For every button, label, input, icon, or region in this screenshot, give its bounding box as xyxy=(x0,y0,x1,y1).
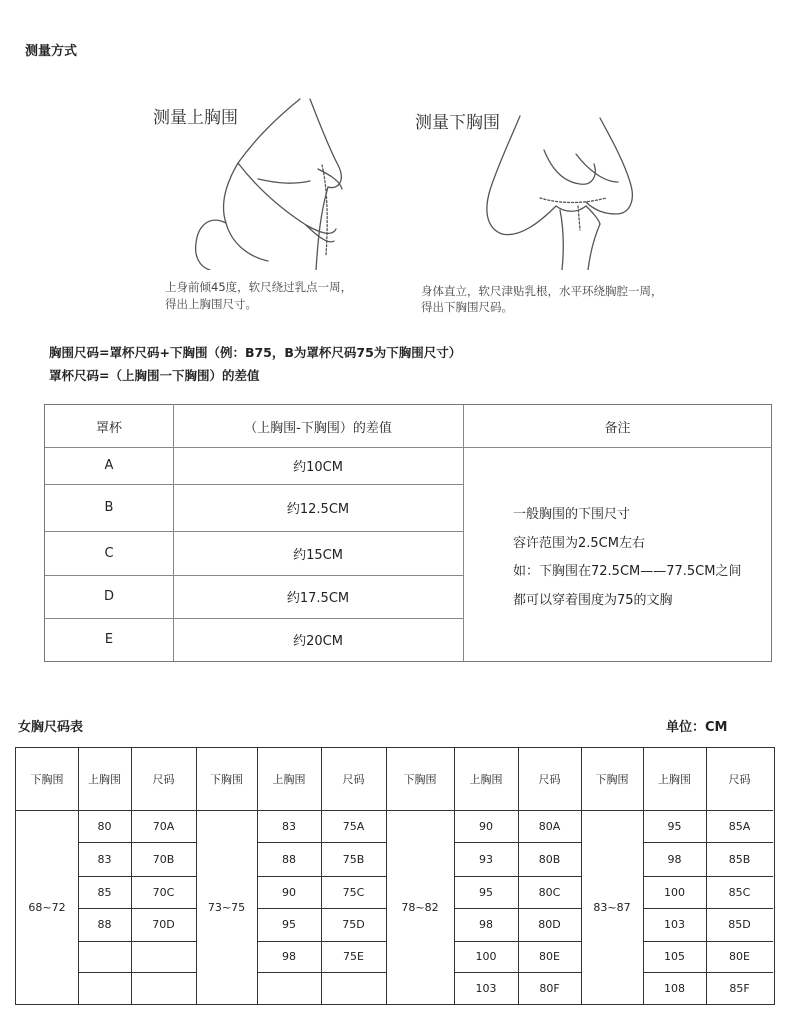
size-upperbust-value: 103 xyxy=(664,918,685,931)
size-code-value: 75A xyxy=(342,819,365,833)
size-upperbust-value: 83 xyxy=(282,819,296,833)
size-code-value: 75D xyxy=(342,918,365,931)
size-table xyxy=(15,747,775,1005)
size-code-value: 85A xyxy=(728,819,751,833)
size-table-row-divider xyxy=(78,972,196,973)
size-header-cell: 尺码 xyxy=(342,773,365,786)
size-table-row-divider xyxy=(257,972,386,973)
cup-row-a-diff: 约10CM xyxy=(293,460,343,475)
size-upperbust-value: 83 xyxy=(97,852,112,866)
size-header-cell: 尺码 xyxy=(538,773,561,786)
size-code-value: 80F xyxy=(539,981,560,995)
cup-row-c-diff: 约15CM xyxy=(293,547,343,563)
cup-note-line: 如：下胸围在72.5CM——77.5CM之间 xyxy=(513,564,742,579)
size-code-value: 80A xyxy=(538,819,561,833)
size-upperbust-value: 98 xyxy=(479,918,493,931)
size-code-value: 75E xyxy=(343,950,364,963)
size-code-value: 70A xyxy=(152,819,175,833)
size-upperbust-value: 103 xyxy=(475,981,497,995)
size-table-unit: 单位：CM xyxy=(666,720,728,735)
cup-note-line: 容许范围为2.5CM左右 xyxy=(513,535,645,551)
size-upperbust-value: 108 xyxy=(664,981,685,995)
cup-row-d-diff: 约17.5CM xyxy=(286,591,350,606)
size-code-value: 70C xyxy=(152,885,175,899)
cup-note-line: 一般胸围的下围尺寸 xyxy=(513,507,631,522)
size-header-cell: 下胸围 xyxy=(403,773,437,786)
under-bust-illustration xyxy=(480,110,640,270)
size-header-cell: 上胸围 xyxy=(658,773,691,786)
size-header-cell: 上胸围 xyxy=(469,773,503,786)
size-code-value: 85C xyxy=(728,885,751,899)
size-upperbust-value: 95 xyxy=(479,885,493,899)
cup-row-b-diff: 约12.5CM xyxy=(286,502,350,517)
size-table-row-divider xyxy=(78,941,196,942)
size-upperbust-value: 93 xyxy=(479,852,493,866)
size-header-cell: 上胸围 xyxy=(88,773,121,786)
under-bust-figure-title: 测量下胸围 xyxy=(415,113,500,133)
size-code-value: 70B xyxy=(152,852,175,866)
size-group-underbust: 68~72 xyxy=(28,900,66,914)
size-header-cell: 尺码 xyxy=(152,773,175,786)
cup-table xyxy=(44,404,772,662)
formula-line-2: 罩杯尺码=（上胸围一下胸围）的差值 xyxy=(49,368,260,383)
under-bust-caption-line2: 得出下胸围尺码。 xyxy=(421,300,513,314)
size-code-value: 85F xyxy=(729,981,750,995)
size-upperbust-value: 100 xyxy=(475,950,497,963)
under-bust-caption-line1: 身体直立，软尺津贴乳根，水平环绕胸腔一周， xyxy=(421,284,663,298)
cup-row-b-cup: B xyxy=(104,500,114,515)
size-group-underbust: 78~82 xyxy=(401,900,439,914)
size-upperbust-value: 95 xyxy=(667,819,682,833)
upper-bust-figure-title: 测量上胸围 xyxy=(153,108,238,128)
size-code-value: 80B xyxy=(538,852,561,866)
cup-note-line: 都可以穿着围度为75的文胸 xyxy=(513,592,673,608)
size-code-value: 85D xyxy=(728,918,751,931)
size-upperbust-value: 90 xyxy=(479,819,493,833)
size-upperbust-value: 95 xyxy=(282,918,296,931)
size-table-title: 女胸尺码表 xyxy=(18,720,84,735)
size-code-value: 75C xyxy=(342,885,365,899)
size-upperbust-value: 88 xyxy=(282,852,296,866)
cup-row-a-cup: A xyxy=(104,458,114,473)
formula-line-1: 胸围尺码=罩杯尺码+下胸围（例：B75，B为罩杯尺码75为下胸围尺寸） xyxy=(49,345,462,360)
size-upperbust-value: 85 xyxy=(97,885,112,899)
size-code-value: 80C xyxy=(538,885,561,899)
cup-row-e-cup: E xyxy=(104,632,114,647)
cup-header-diff: （上胸围-下胸围）的差值 xyxy=(244,420,392,436)
size-code-value: 80E xyxy=(729,950,750,963)
size-upperbust-value: 88 xyxy=(97,918,112,931)
size-header-cell: 下胸围 xyxy=(210,773,243,786)
size-header-cell: 尺码 xyxy=(728,773,751,786)
size-upperbust-value: 105 xyxy=(664,950,685,963)
size-code-value: 70D xyxy=(152,918,175,931)
size-code-value: 80D xyxy=(538,918,561,931)
cup-row-d-cup: D xyxy=(103,589,114,604)
size-upperbust-value: 100 xyxy=(664,885,685,899)
cup-header-note: 备注 xyxy=(604,420,631,436)
size-header-cell: 下胸围 xyxy=(595,773,629,786)
upper-bust-caption-line2: 得出上胸围尺寸。 xyxy=(165,297,257,311)
cup-row-c-cup: C xyxy=(104,545,114,561)
size-upperbust-value: 90 xyxy=(282,885,296,899)
cup-header-cup: 罩杯 xyxy=(95,420,122,436)
size-upperbust-value: 98 xyxy=(667,852,682,866)
size-header-cell: 上胸围 xyxy=(272,773,306,786)
size-code-value: 80E xyxy=(539,950,560,963)
cup-row-e-diff: 约20CM xyxy=(293,634,343,649)
size-code-value: 85B xyxy=(728,852,751,866)
size-code-value: 75B xyxy=(342,852,365,866)
size-group-underbust: 83~87 xyxy=(593,900,631,914)
upper-bust-caption-line1: 上身前倾45度，软尺绕过乳点一周， xyxy=(165,280,353,294)
size-upperbust-value: 80 xyxy=(97,819,112,833)
cup-table-note xyxy=(513,501,741,615)
size-header-cell: 下胸围 xyxy=(30,773,64,786)
size-group-underbust: 73~75 xyxy=(207,900,246,914)
section-title: 测量方式 xyxy=(25,44,78,59)
upper-bust-illustration xyxy=(180,95,380,270)
size-upperbust-value: 98 xyxy=(282,950,296,963)
